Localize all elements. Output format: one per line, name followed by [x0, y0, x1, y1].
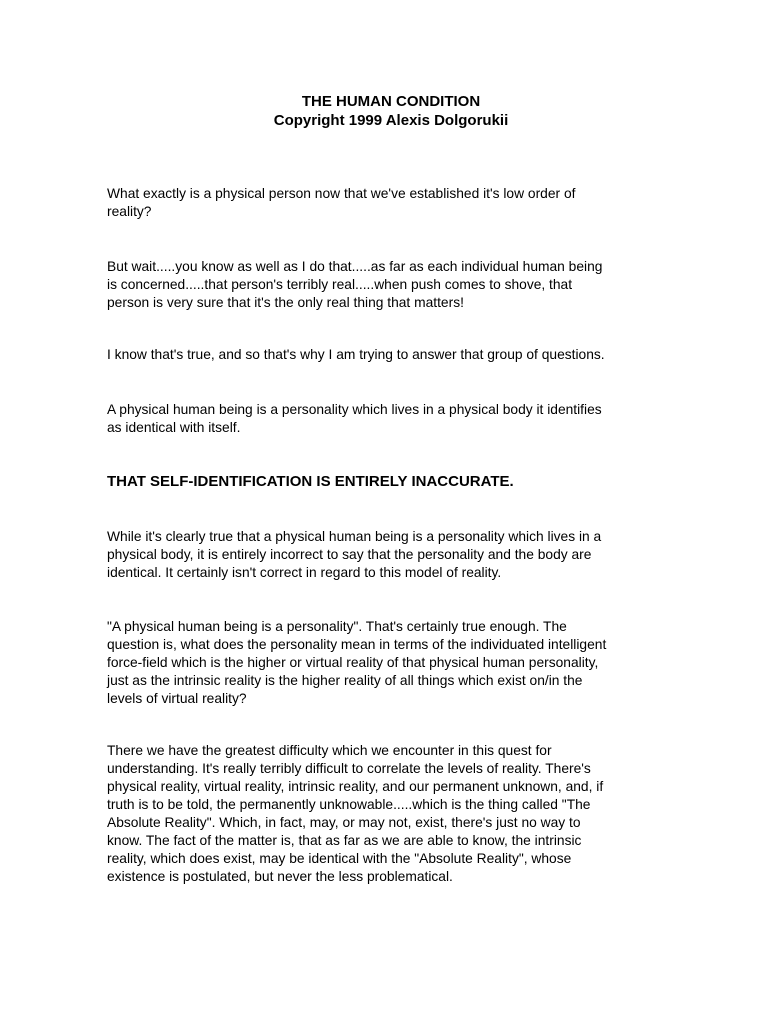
document-title: THE HUMAN CONDITION: [301, 93, 481, 110]
paragraph-line: There we have the greatest difficulty which we encounter in this quest for: [107, 743, 552, 758]
paragraph-line: understanding. It's really terribly difficult to correlate the levels of reality. There's: [107, 761, 591, 776]
paragraph-line: as identical with itself.: [107, 420, 241, 435]
paragraph-1: [107, 185, 657, 221]
paragraph-3: [107, 346, 657, 364]
paragraph-2: [107, 258, 657, 312]
paragraph-line: just as the intrinsic reality is the higher reality of all things which exist on/in the: [107, 673, 583, 688]
paragraph-line: identical. It certainly isn't correct in regard to this model of reality.: [107, 565, 502, 580]
paragraph-line: question is, what does the personality mean in terms of the individuated intelligent: [107, 637, 607, 652]
paragraph-line: existence is postulated, but never the less problematical.: [107, 869, 453, 884]
paragraph-line: know. The fact of the matter is, that as far as we are able to know, the intrinsic: [107, 833, 582, 848]
paragraph-line: levels of virtual reality?: [107, 691, 247, 706]
paragraph-line: person is very sure that it's the only real thing that matters!: [107, 295, 464, 310]
paragraph-7: [107, 742, 657, 886]
paragraph-line: A physical human being is a personality which lives in a physical body it identifies: [107, 402, 602, 417]
paragraph-5: [107, 528, 657, 582]
paragraph-4: [107, 401, 657, 437]
paragraph-line: force-field which is the higher or virtual reality of that physical human personality,: [107, 655, 599, 670]
paragraph-line: What exactly is a physical person now that we've established it's low order of: [107, 186, 576, 201]
paragraph-line: I know that's true, and so that's why I am trying to answer that group of questions.: [107, 347, 605, 362]
paragraph-line: reality?: [107, 204, 152, 219]
paragraph-line: physical body, it is entirely incorrect to say that the personality and the body are: [107, 547, 592, 562]
paragraph-6: [107, 618, 657, 708]
paragraph-line: is concerned.....that person's terribly real.....when push comes to shove, that: [107, 277, 573, 292]
section-heading: THAT SELF-IDENTIFICATION IS ENTIRELY INACCURATE.: [107, 473, 514, 490]
paragraph-line: Absolute Reality". Which, in fact, may, or may not, exist, there's just no way to: [107, 815, 581, 830]
paragraph-line: But wait.....you know as well as I do that.....as far as each individual human being: [107, 259, 603, 274]
paragraph-line: While it's clearly true that a physical human being is a personality which lives in a: [107, 529, 602, 544]
document-copyright: Copyright 1999 Alexis Dolgorukii: [273, 112, 509, 129]
paragraph-line: truth is to be told, the permanently unknowable.....which is the thing called "The: [107, 797, 591, 812]
paragraph-line: physical reality, virtual reality, intrinsic reality, and our permanent unknown, and, if: [107, 779, 604, 794]
paragraph-line: "A physical human being is a personality". That's certainly true enough. The: [107, 619, 567, 634]
paragraph-line: reality, which does exist, may be identical with the "Absolute Reality", whose: [107, 851, 572, 866]
title-block: [0, 92, 768, 130]
